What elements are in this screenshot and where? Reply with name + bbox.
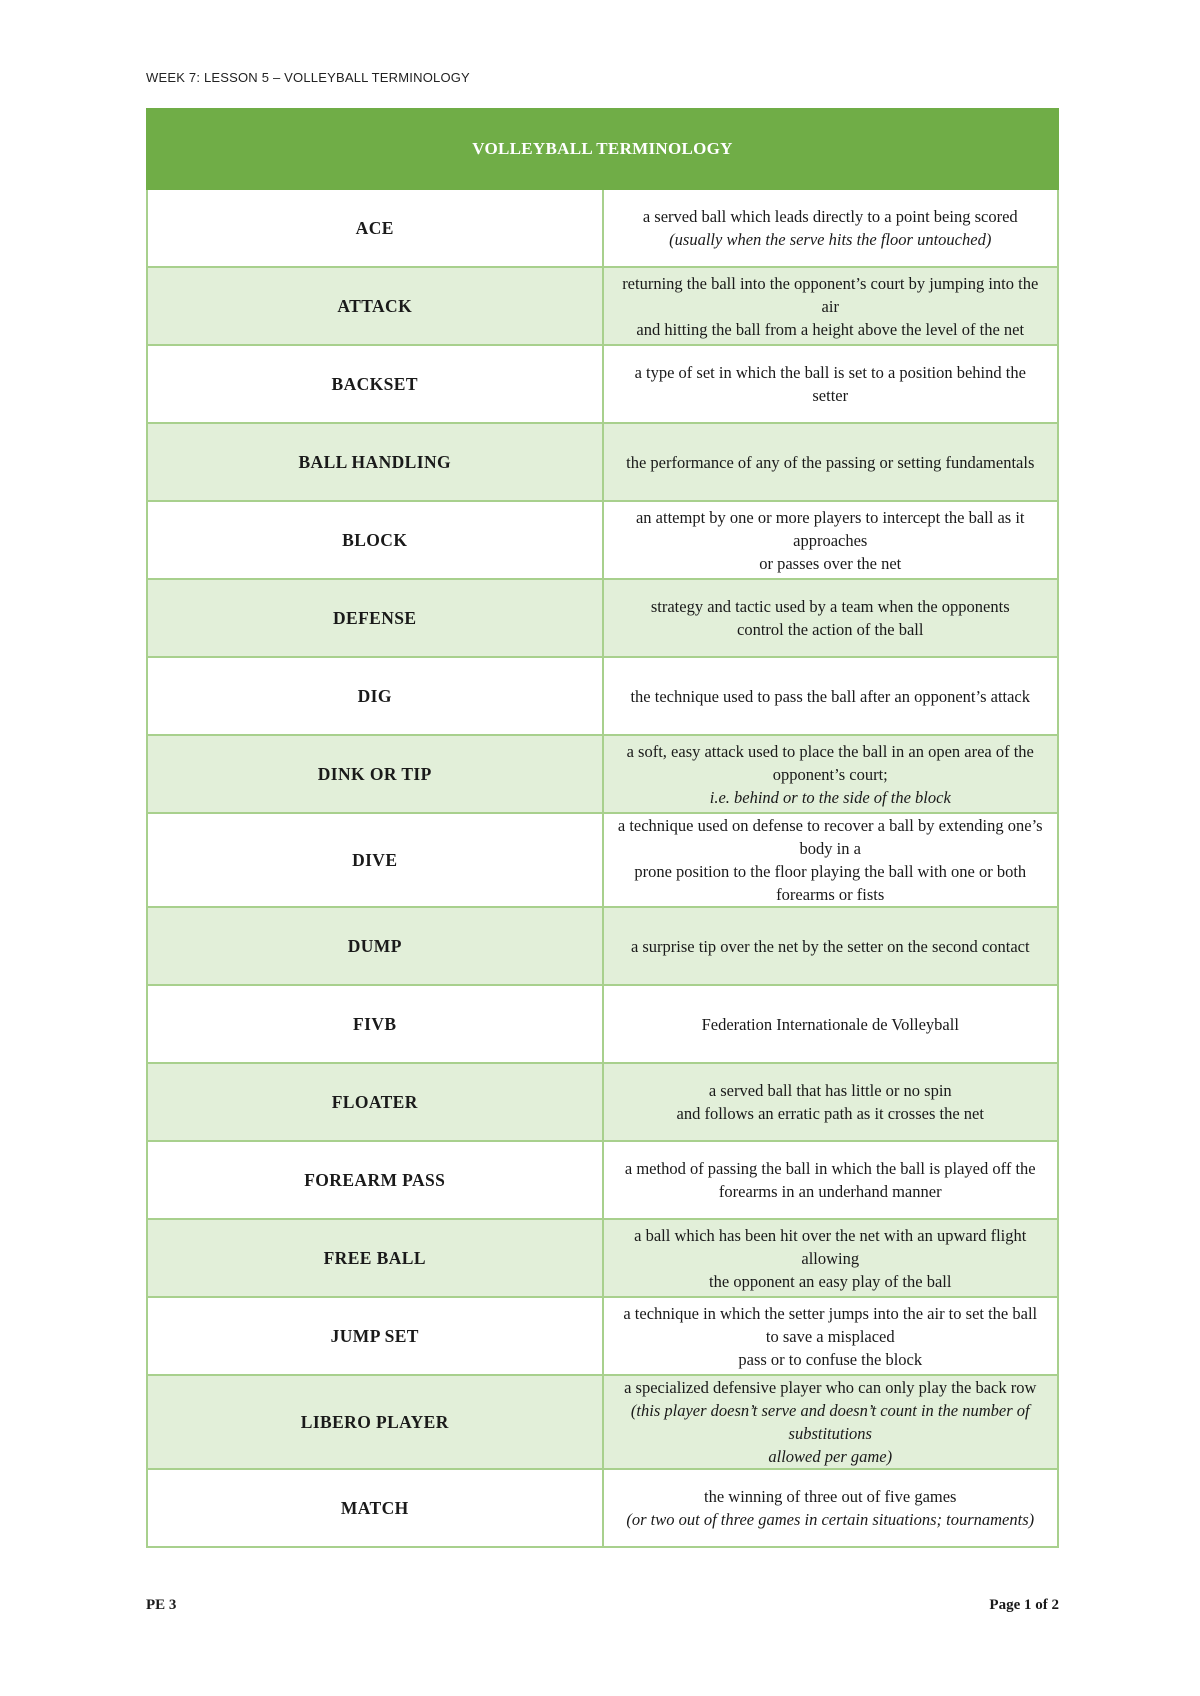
definition-line: and hitting the ball from a height above the level of the net	[636, 319, 1025, 339]
definition-cell	[603, 657, 1059, 735]
definition-line: returning the ball into the opponent’s court by jumping into the air	[622, 273, 1039, 316]
terminology-table	[146, 108, 1059, 1548]
definition-cell	[603, 1063, 1059, 1141]
definition-cell	[603, 1469, 1059, 1547]
definition-line: control the action of the ball	[737, 620, 924, 639]
table-row	[147, 1063, 1058, 1141]
table-title: VOLLEYBALL TERMINOLOGY	[147, 109, 1058, 189]
term-cell: DINK OR TIP	[147, 735, 603, 813]
table-row	[147, 907, 1058, 985]
table-row	[147, 1375, 1058, 1469]
definition-note: i.e. behind or to the side of the block	[709, 787, 951, 807]
footer-page-number: Page 1 of 2	[989, 1597, 1059, 1613]
definition-cell	[603, 985, 1059, 1063]
term-cell: JUMP SET	[147, 1297, 603, 1375]
definition-cell	[603, 267, 1059, 345]
definition-line: the opponent an easy play of the ball	[709, 1271, 952, 1291]
definition-line: a technique used on defense to recover a ball by extending one’s body in a	[617, 816, 1043, 858]
table-row	[147, 813, 1058, 907]
definition-line: a served ball that has little or no spin	[708, 1081, 952, 1100]
table-row	[147, 735, 1058, 813]
definition-cell	[603, 501, 1059, 579]
definition-note: allowed per game)	[768, 1447, 893, 1466]
definition-line: the performance of any of the passing or setting fundamentals	[626, 452, 1035, 472]
table-row	[147, 189, 1058, 267]
term-cell: DEFENSE	[147, 579, 603, 657]
definition-line: a type of set in which the ball is set to a position behind the setter	[634, 363, 1026, 405]
term-cell: DIVE	[147, 813, 603, 907]
term-cell: DIG	[147, 657, 603, 735]
term-cell: MATCH	[147, 1469, 603, 1547]
footer-course: PE 3	[146, 1597, 177, 1613]
definition-note: (usually when the serve hits the floor untouched)	[669, 230, 992, 249]
table-row	[147, 501, 1058, 579]
definition-cell	[603, 423, 1059, 501]
definition-cell	[603, 735, 1059, 813]
definition-note: (this player doesn’t serve and doesn’t count in the number of substitutions	[630, 1401, 1030, 1443]
definition-note: (or two out of three games in certain situations; tournaments)	[626, 1510, 1035, 1529]
term-cell: BACKSET	[147, 345, 603, 423]
definition-cell	[603, 579, 1059, 657]
table-row	[147, 579, 1058, 657]
definition-cell	[603, 1219, 1059, 1297]
term-cell: FLOATER	[147, 1063, 603, 1141]
table-row	[147, 657, 1058, 735]
term-cell: ACE	[147, 189, 603, 267]
definition-line: a method of passing the ball in which the ball is played off the	[624, 1159, 1036, 1178]
table-row	[147, 985, 1058, 1063]
definition-line: Federation Internationale de Volleyball	[701, 1014, 959, 1034]
table-row	[147, 267, 1058, 345]
definition-line: a surprise tip over the net by the setter on the second contact	[630, 936, 1030, 956]
term-cell: FREE BALL	[147, 1219, 603, 1297]
definition-line: a specialized defensive player who can only play the back row	[624, 1378, 1037, 1397]
definition-line: and follows an erratic path as it crosses the net	[676, 1104, 984, 1123]
definition-line: a served ball which leads directly to a point being scored	[642, 207, 1018, 226]
definition-line: strategy and tactic used by a team when the opponents	[650, 597, 1010, 616]
term-cell: BALL HANDLING	[147, 423, 603, 501]
definition-cell	[603, 813, 1059, 907]
definition-line: pass or to confuse the block	[738, 1349, 923, 1369]
definition-cell	[603, 189, 1059, 267]
page-header: WEEK 7: LESSON 5 – VOLLEYBALL TERMINOLOGY	[146, 70, 470, 85]
definition-cell	[603, 345, 1059, 423]
definition-line: prone position to the floor playing the ball with one or both forearms or fists	[634, 862, 1027, 904]
definition-cell	[603, 1375, 1059, 1469]
definition-line: a ball which has been hit over the net with an upward flight allowing	[634, 1225, 1027, 1268]
definition-line: forearms in an underhand manner	[718, 1182, 942, 1201]
term-cell: BLOCK	[147, 501, 603, 579]
term-cell: FIVB	[147, 985, 603, 1063]
page-footer	[146, 1597, 1059, 1614]
term-cell: LIBERO PLAYER	[147, 1375, 603, 1469]
definition-line: a technique in which the setter jumps into the air to set the ball to save a misplaced	[623, 1303, 1038, 1346]
definition-cell	[603, 1141, 1059, 1219]
table-row	[147, 1141, 1058, 1219]
definition-line: an attempt by one or more players to intercept the ball as it approaches	[635, 507, 1025, 550]
term-cell: FOREARM PASS	[147, 1141, 603, 1219]
table-row	[147, 1297, 1058, 1375]
terminology-rows	[147, 189, 1058, 1547]
definition-line: or passes over the net	[759, 553, 902, 573]
table-row	[147, 423, 1058, 501]
definition-line: the technique used to pass the ball after an opponent’s attack	[630, 686, 1031, 706]
definition-line: the winning of three out of five games	[704, 1487, 957, 1506]
table-row	[147, 345, 1058, 423]
table-row	[147, 1219, 1058, 1297]
term-cell: ATTACK	[147, 267, 603, 345]
definition-cell	[603, 1297, 1059, 1375]
term-cell: DUMP	[147, 907, 603, 985]
definition-cell	[603, 907, 1059, 985]
definition-line: a soft, easy attack used to place the ball in an open area of the opponent’s court;	[626, 741, 1034, 784]
table-row	[147, 1469, 1058, 1547]
